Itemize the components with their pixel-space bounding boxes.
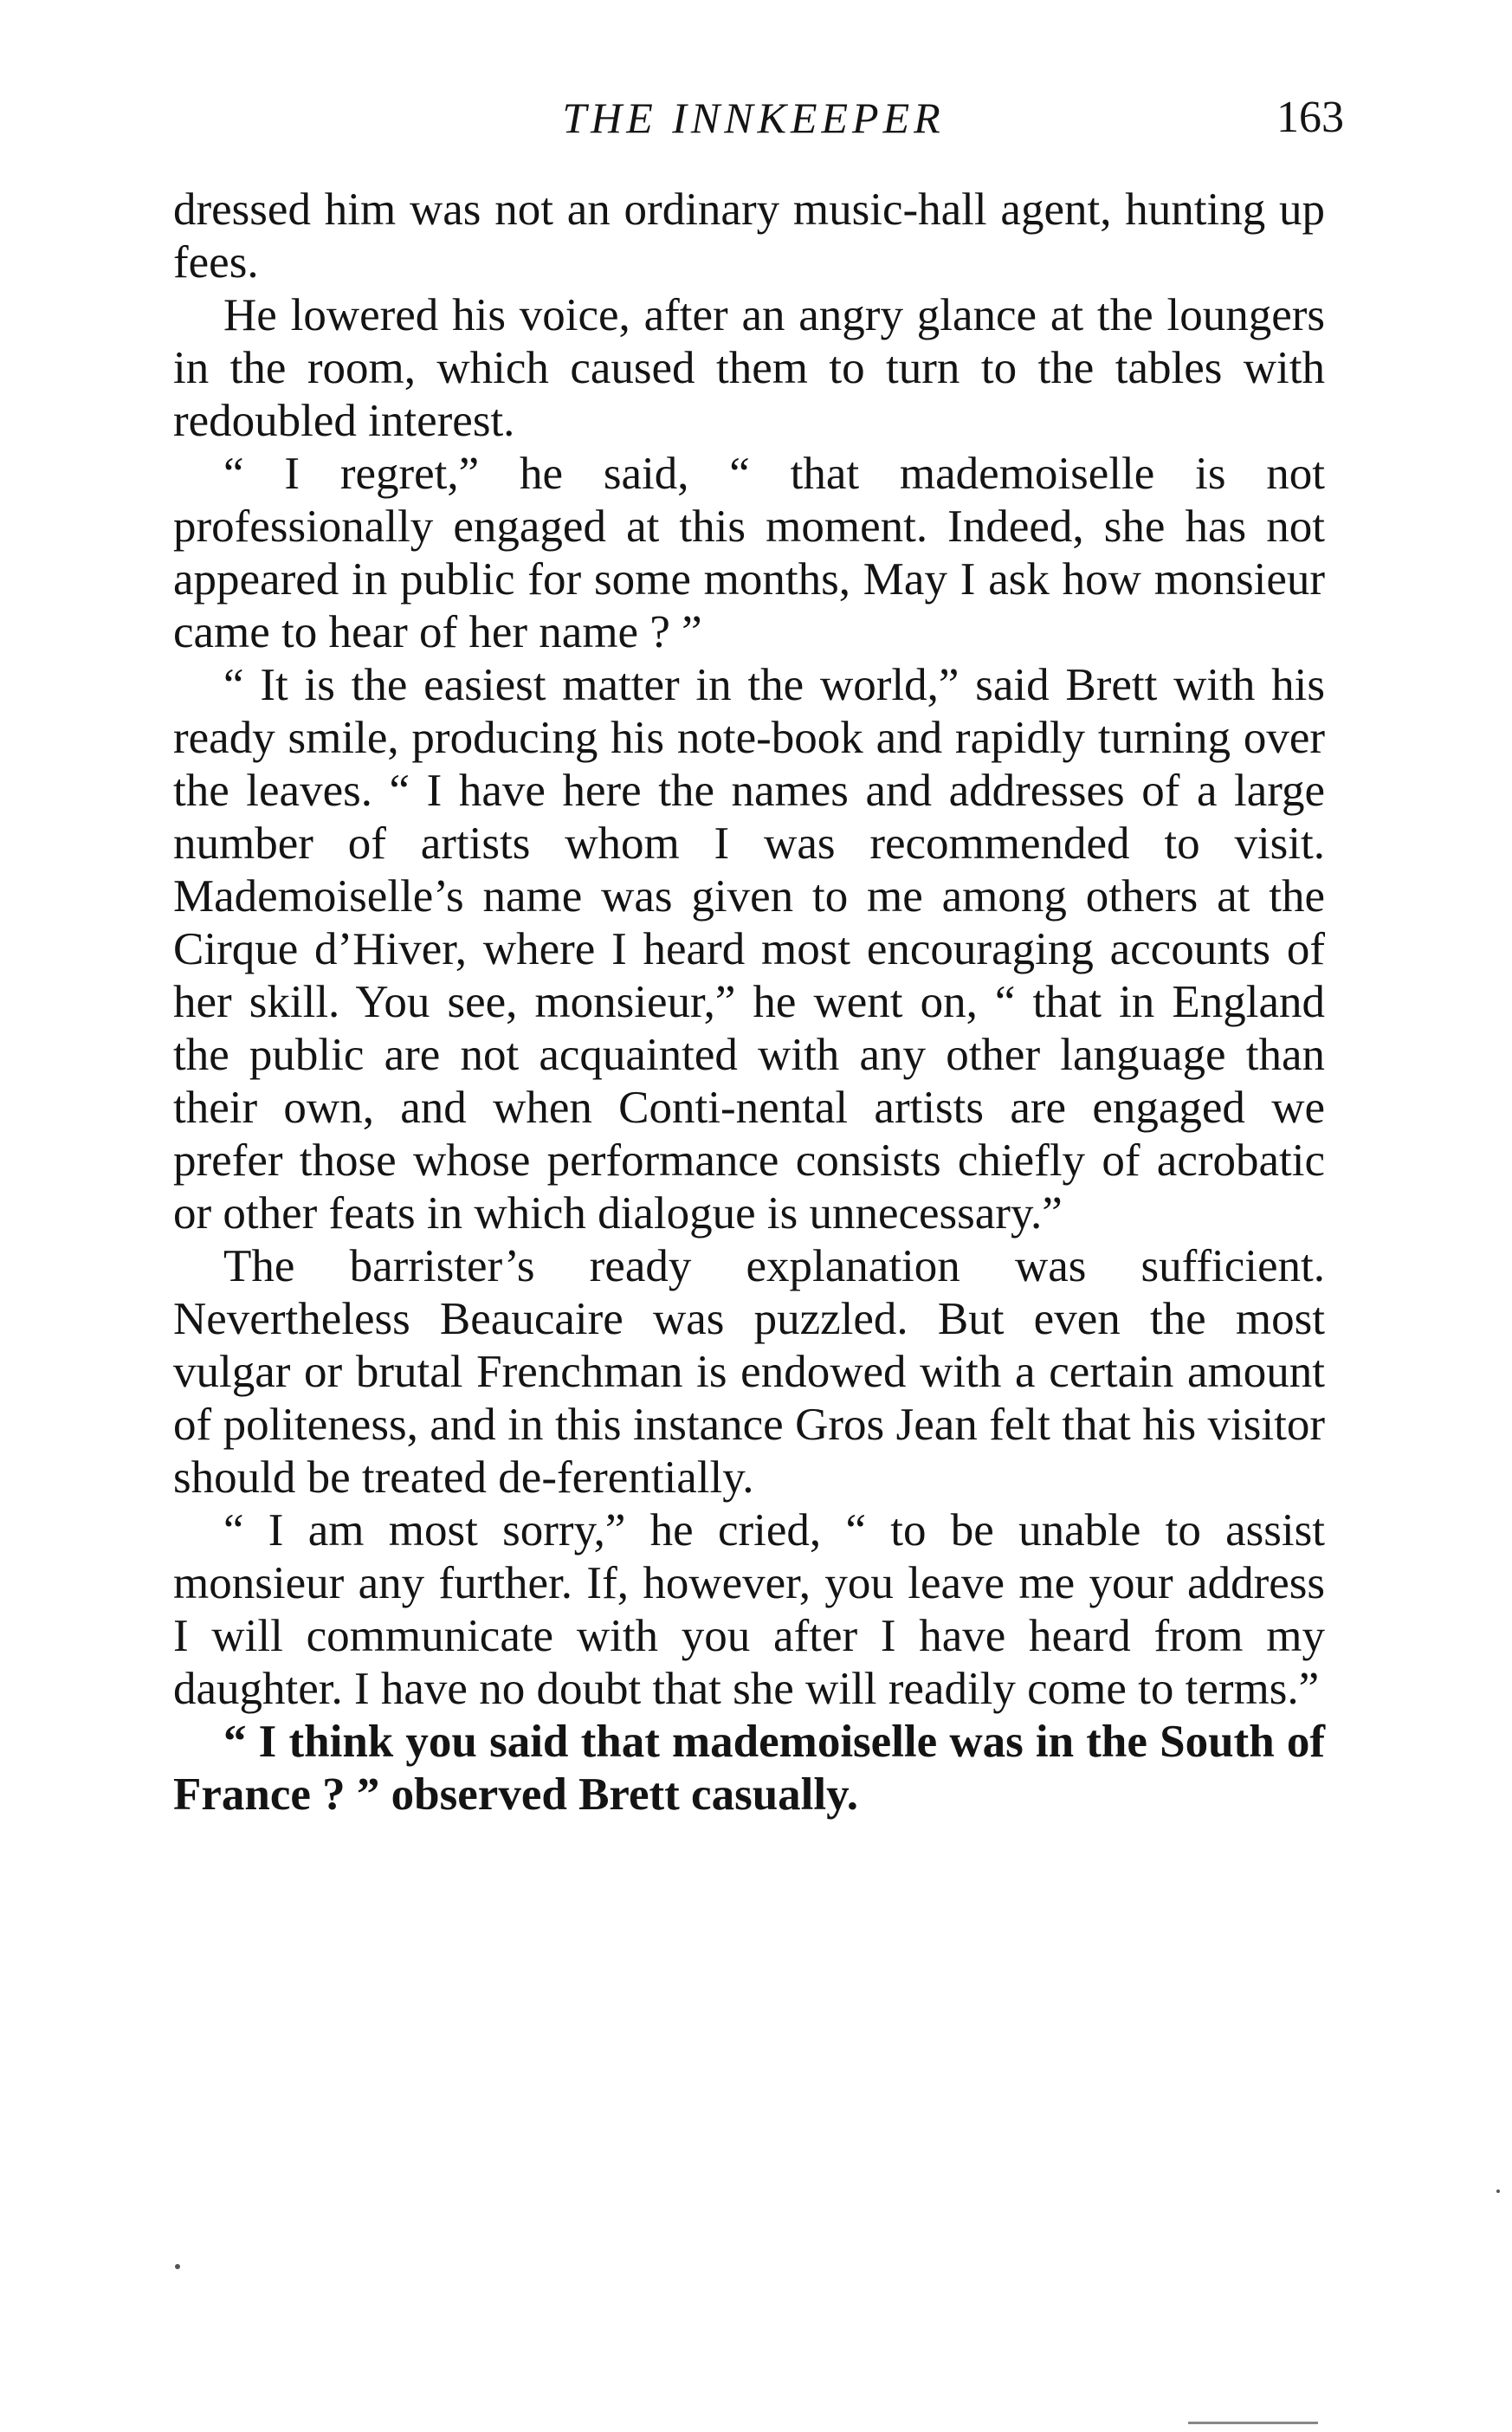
- paragraph: “ It is the easiest matter in the world,” said Brett with his ready smile, producing his note-book and rapidly turning over the leaves. “ I have here the names and addresses of a large number of artists whom I was recommended to visit. Mademoiselle’s name was given to me among others at the Cirque d’Hiver, where I heard most encouraging accounts of her skill. You see, monsieur,” he went on, “ that in England the public are not acquainted with any other language than their own, and when Conti-nental artists are engaged we prefer those whose performance consists chiefly of acrobatic or other feats in which dialogue is unnecessary.”: [173, 660, 1325, 1239]
- paragraph: “ I am most sorry,” he cried, “ to be unable to assist monsieur any further. If, however, you leave me your address I will communicate with you after I have heard from my daughter. I have no doubt that she will readily come to terms.”: [173, 1505, 1325, 1714]
- print-mark: [1188, 2422, 1318, 2424]
- paragraph: dressed him was not an ordinary music-hall agent, hunting up fees.: [173, 184, 1325, 288]
- print-speck: [1496, 2189, 1500, 2193]
- print-speck: [175, 2264, 180, 2269]
- paragraph: “ I regret,” he said, “ that mademoiselle is not professionally engaged at this moment. Indeed, she has not appeared in public for some months, May I ask how monsieur came to hear of her name ? ”: [173, 449, 1325, 657]
- running-title: THE INNKEEPER: [562, 94, 945, 142]
- paragraph: “ I think you said that mademoiselle was in the South of France ? ” observed Brett casually.: [173, 1717, 1325, 1820]
- paragraph: The barrister’s ready explanation was sufficient. Nevertheless Beaucaire was puzzled. But even the most vulgar or brutal Frenchman is endowed with a certain amount of politeness, and in this instance Gros Jean felt that his visitor should be treated de-ferentially.: [173, 1241, 1325, 1503]
- running-head: [173, 83, 1344, 152]
- body-text: [173, 184, 1325, 1821]
- page-number: 163: [1276, 93, 1344, 142]
- paragraph: He lowered his voice, after an angry glance at the loungers in the room, which caused them to turn to the tables with redoubled interest.: [173, 290, 1325, 446]
